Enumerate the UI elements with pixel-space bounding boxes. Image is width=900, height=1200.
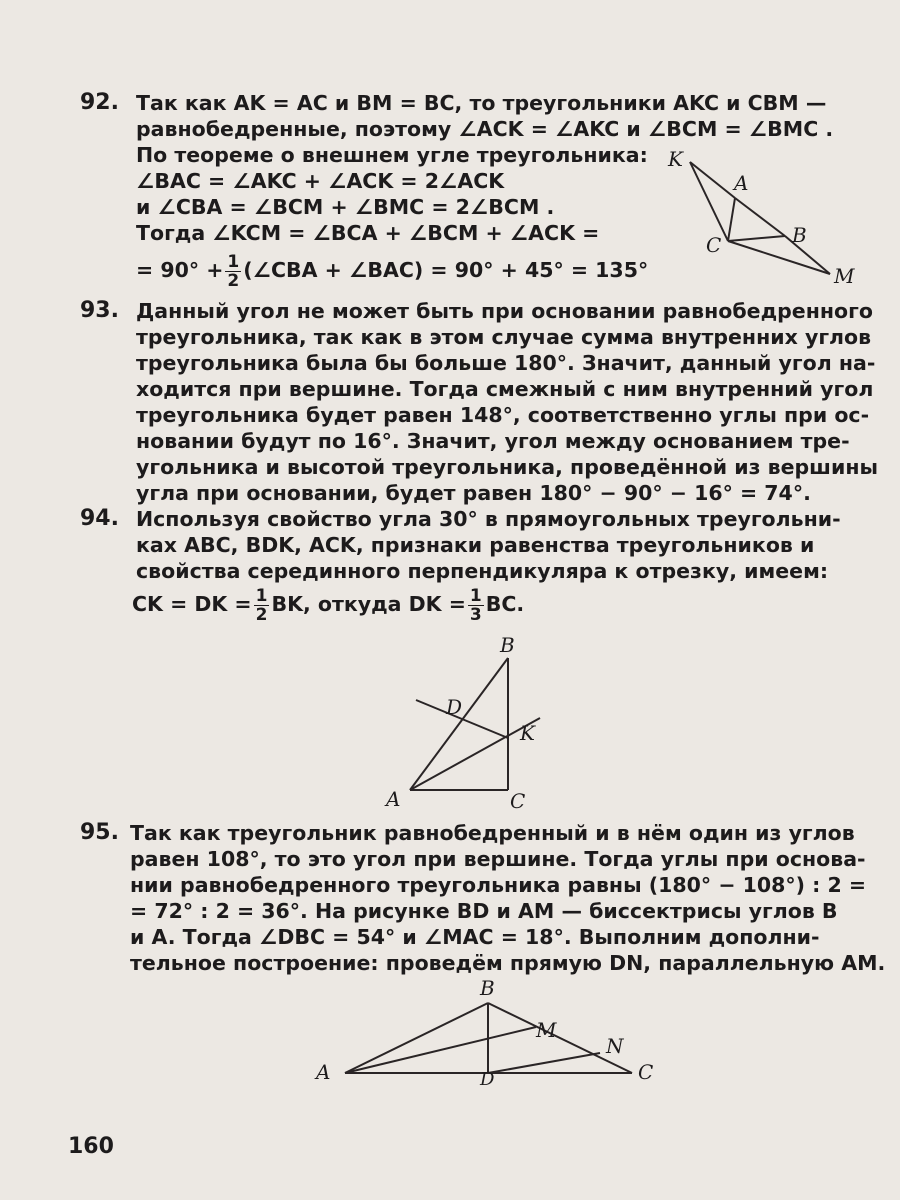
segment-AC	[728, 198, 735, 241]
text-line: Так как AK = AC и BM = BC, то треугольники AKC и CBM —	[136, 91, 827, 115]
text-line: равнобедренные, поэтому ∠ACK = ∠AKC и ∠BCM = ∠BMC .	[136, 117, 834, 141]
text-line: свойства серединного перпендикуляра к отрезку, имеем:	[136, 559, 829, 583]
segment-KA	[690, 162, 735, 198]
text-line: и ∠CBA = ∠BCM + ∠BMC = 2∠BCM .	[136, 195, 555, 219]
label-A: A	[386, 787, 401, 811]
text-line: ках ABC, BDK, ACK, признаки равенства треугольников и	[136, 533, 815, 557]
text-line: Данный угол не может быть при основании равнобедренного	[136, 299, 873, 323]
text-line: угольника и высотой треугольника, проведённой из вершины	[136, 455, 879, 479]
label-K: K	[520, 721, 535, 745]
fraction	[225, 253, 241, 290]
problem-92-number: 92.	[80, 90, 119, 115]
text-line: ∠BAC = ∠AKC + ∠ACK = 2∠ACK	[136, 169, 505, 193]
label-M: M	[536, 1018, 557, 1042]
fraction-denominator: 2	[255, 604, 268, 625]
text-line: угла при основании, будет равен 180° − 90° − 16° = 74°.	[136, 481, 811, 505]
fraction-denominator: 2	[227, 270, 240, 291]
label-D: D	[446, 695, 463, 719]
figure-95-drawing	[310, 975, 670, 1085]
label-B: B	[480, 976, 495, 1000]
text-line: треугольника будет равен 148°, соответственно углы при ос-	[136, 403, 870, 427]
label-B: B	[792, 223, 807, 247]
problem-93-text	[136, 298, 878, 506]
text-line: По теореме о внешнем угле треугольника:	[136, 143, 648, 167]
formula-a: CK = DK =	[132, 592, 252, 616]
label-C: C	[510, 789, 526, 813]
text-line: тельное построение: проведём прямую DN, параллельную AM.	[130, 951, 886, 975]
formula-c: BC.	[485, 592, 525, 616]
figure-94	[380, 630, 580, 815]
label-C: C	[706, 233, 722, 257]
fraction-numerator: 1	[255, 585, 268, 606]
figure-92	[650, 140, 870, 290]
text-line: треугольника, так как в этом случае сумма внутренних углов	[136, 325, 872, 349]
label-B: B	[500, 633, 515, 657]
problem-95-number: 95.	[80, 820, 119, 845]
text-line: Тогда ∠KCM = ∠BCA + ∠BCM + ∠ACK =	[136, 221, 600, 245]
segment-KC	[690, 162, 728, 241]
fraction	[468, 587, 484, 624]
segment-CM	[728, 241, 830, 274]
problem-92-formula	[136, 250, 648, 290]
problem-94-number: 94.	[80, 506, 119, 531]
formula-b: BK, откуда DK =	[271, 592, 466, 616]
text-line: Так как треугольник равнобедренный и в нём один из углов	[130, 821, 855, 845]
text-line: и A. Тогда ∠DBC = 54° и ∠MAC = 18°. Выполним дополни-	[130, 925, 820, 949]
label-M: M	[834, 264, 855, 288]
label-A: A	[734, 171, 749, 195]
problem-94-text	[136, 506, 841, 584]
segment-AB	[735, 198, 785, 236]
fraction-numerator: 1	[227, 251, 240, 272]
text-line: ходится при вершине. Тогда смежный с ним внутренний угол	[136, 377, 874, 401]
label-N: N	[606, 1034, 624, 1058]
text-line: = 72° : 2 = 36°. На рисунке BD и AM — биссектрисы углов B	[130, 899, 838, 923]
formula-right: (∠CBA + ∠BAC) = 90° + 45° = 135°	[243, 258, 649, 282]
fraction	[254, 587, 270, 624]
label-C: C	[638, 1060, 654, 1084]
segment-AB	[410, 658, 508, 790]
label-K: K	[668, 147, 683, 171]
text-line: новании будут по 16°. Значит, угол между основанием тре-	[136, 429, 850, 453]
fraction-denominator: 3	[469, 604, 482, 625]
label-D: D	[480, 1069, 495, 1085]
text-line: равен 108°, то это угол при вершине. Тогда углы при основа-	[130, 847, 866, 871]
segment-CB	[728, 236, 785, 241]
fraction-numerator: 1	[469, 585, 482, 606]
text-line: нии равнобедренного треугольника равны (180° − 108°) : 2 =	[130, 873, 867, 897]
problem-95-text	[130, 820, 885, 976]
text-line: Используя свойство угла 30° в прямоугольных треугольни-	[136, 507, 841, 531]
problem-93-number: 93.	[80, 298, 119, 323]
page-number: 160	[68, 1134, 114, 1159]
formula-left: = 90° +	[136, 258, 224, 282]
label-A: A	[316, 1060, 331, 1084]
problem-94-formula	[132, 584, 524, 624]
text-line: треугольника была бы больше 180°. Значит, данный угол на-	[136, 351, 876, 375]
